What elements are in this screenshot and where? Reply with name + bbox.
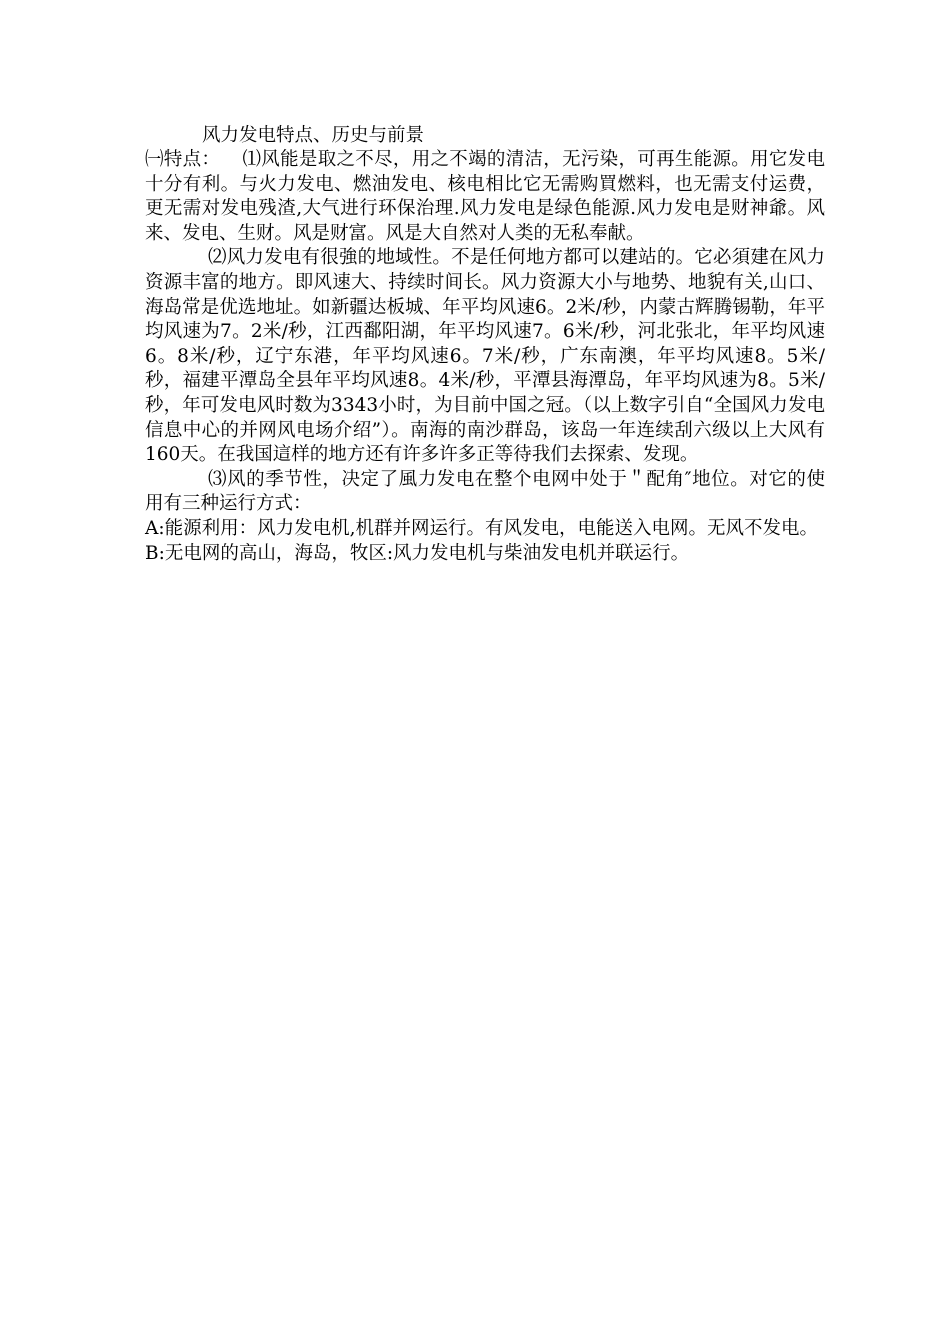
paragraph-seasonal: ⑶风的季节性，决定了風力发电在整个电网中处于＂配角″地位。对它的使用有三种运行方式： [145, 468, 825, 515]
paragraph-regional: ⑵风力发电有很強的地域性。不是任何地方都可以建站的。它必須建在风力资源丰富的地方。即风速大、持续时间长。风力资源大小与地势、地貌有关,山口、海岛常是优选地址。如新疆达板城、年平均风速6。2米/秒，内蒙古辉腾锡勒，年平均风速为7。2米/秒，江西鄱阳湖，年平均风速7。6米/秒，河北张北，年平均风速6。8米/秒，辽宁东港，年平均风速6。7米/秒，广东南澳，年平均风速8。5米/秒，福建平潭岛全县年平均风速8。4米/秒，平潭县海潭岛，年平均风速为8。5米/秒，年可发电风时数为3343小时，为目前中国之冠。（以上数字引自“全国风力发电信息中心的并网风电场介绍”）。南海的南沙群岛，该岛一年连续刮六级以上大风有160天。在我国這样的地方还有许多许多正等待我们去探索、发现。 [145, 247, 825, 466]
section-lead-features: ㈠特点： [145, 149, 221, 170]
paragraph-mode-a: A:能源利用：风力发电机,机群并网运行。有风发电，电能送入电网。无风不发电。 [145, 517, 818, 539]
paragraph-features-1-text: ⑴风能是取之不尽，用之不竭的清洁，无污染，可再生能源。用它发电十分有利。与火力发电、燃油发电、核电相比它无需购買燃料，也无需支付运费，更无需对发电残渣,大气进行环保治理.风力发电是绿色能源.风力发电是财神爺。风来、发电、生财。风是财富。风是大自然对人类的无私奉献。 [145, 149, 825, 244]
document-title: 风力发电特点、历史与前景 [202, 125, 425, 146]
paragraph-mode-b: B:无电网的高山，海岛，牧区:风力发电机与柴油发电机并联运行。 [145, 542, 690, 564]
paragraph-features-1 [145, 148, 825, 246]
document-body [145, 123, 825, 566]
